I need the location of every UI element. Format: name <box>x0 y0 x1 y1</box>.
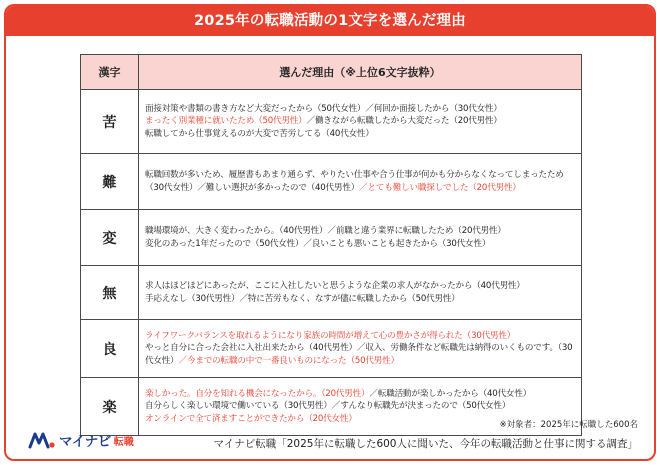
kanji-cell: 良 <box>81 320 139 378</box>
table-row <box>81 90 582 154</box>
kanji-cell: 楽 <box>81 378 139 436</box>
reason-text-highlight: ライフワークバランスを取れるようになり家族の時間が増えて心の豊かさが得られた（30代男性） <box>145 331 516 342</box>
reason-cell <box>139 320 582 378</box>
reason-cell <box>139 266 582 320</box>
respondent-note: ※対象者：2025年に転職した600名 <box>499 420 638 430</box>
reason-text: 転職回数が多いため、履歴書もあまり通らず、やりたい仕事や合う仕事が何かも分からなくなってしまったため（30代女性）／難しい選択が多かったので（40代男性） <box>145 170 564 193</box>
logo-sub-text: 転職 <box>113 436 134 448</box>
reason-text-highlight: オンラインで全て済ますことができたから（20代女性） <box>145 413 357 424</box>
reason-text-highlight: ／今までの転職の中で一番良いものになった（50代男性） <box>178 355 399 366</box>
reason-text: やっと自分に合った会社に入社出来たから（40代男性）／収入、労働条件など転職先は納得のいくものです。（30代女性） <box>145 343 573 366</box>
reason-text: 手応えなし（30代男性）／特に苦労もなく、なすが儘に転職したから（50代男性） <box>145 293 460 304</box>
header-kanji: 漢字 <box>81 55 139 90</box>
table-row <box>81 320 582 378</box>
reason-text-highlight: まったく別業種に就いたため（50代男性） <box>145 116 307 127</box>
reason-text: ／働きながら転職したから大変だった（20代男性） <box>306 116 502 127</box>
table-row <box>81 154 582 210</box>
kanji-cell: 無 <box>81 266 139 320</box>
reason-text: 職場環境が、大きく変わったから。（40代男性）／前職と違う業界に転職したため（20代男性） <box>145 226 506 237</box>
kanji-cell: 苦 <box>81 90 139 154</box>
reason-text: 面接対策や書類の書き方など大変だったから（50代女性）／何回か面接したから（30代女性） <box>145 104 502 115</box>
reason-text: 転職してから仕事覚えるのが大変で苦労してる（40代女性） <box>145 128 374 139</box>
infographic-frame <box>4 4 656 461</box>
reason-cell <box>139 154 582 210</box>
reason-text: ／転職活動が楽しかったから（40代女性） <box>369 389 532 400</box>
table-row <box>81 210 582 266</box>
reason-text: 自分らしく楽しい環境で働いている（30代男性）／すんなり転職先が決まったので（50代女性） <box>145 401 511 412</box>
reason-cell <box>139 210 582 266</box>
reason-text-highlight: 楽しかった。自分を知れる機会になったから。（20代男性） <box>145 389 370 400</box>
reason-cell <box>139 90 582 154</box>
kanji-cell: 難 <box>81 154 139 210</box>
logo-text: マイナビ <box>59 434 111 450</box>
mynavi-logo <box>28 430 134 450</box>
reason-text: 変化のあった1年だったので（50代女性）／良いことも悪いことも起きたから（30代女性） <box>145 238 491 249</box>
mynavi-logo-icon <box>28 431 56 449</box>
page-title: 2025年の転職活動の1文字を選んだ理由 <box>6 6 654 36</box>
kanji-cell: 変 <box>81 210 139 266</box>
reasons-table <box>80 54 582 436</box>
reason-text-highlight: ／とても難しい職探しでした（20代男性） <box>359 182 521 193</box>
header-reason: 選んだ理由（※上位6文字抜粋） <box>139 55 582 90</box>
survey-source: マイナビ転職「2025年に転職した600人に聞いた、今年の転職活動と仕事に関する調査」 <box>213 438 638 450</box>
reason-text: 求人はほどほどにあったが、ここに入社したいと思うような企業の求人がなかったから（40代男性） <box>145 281 525 292</box>
table-header-row <box>81 55 582 90</box>
table-row <box>81 266 582 320</box>
